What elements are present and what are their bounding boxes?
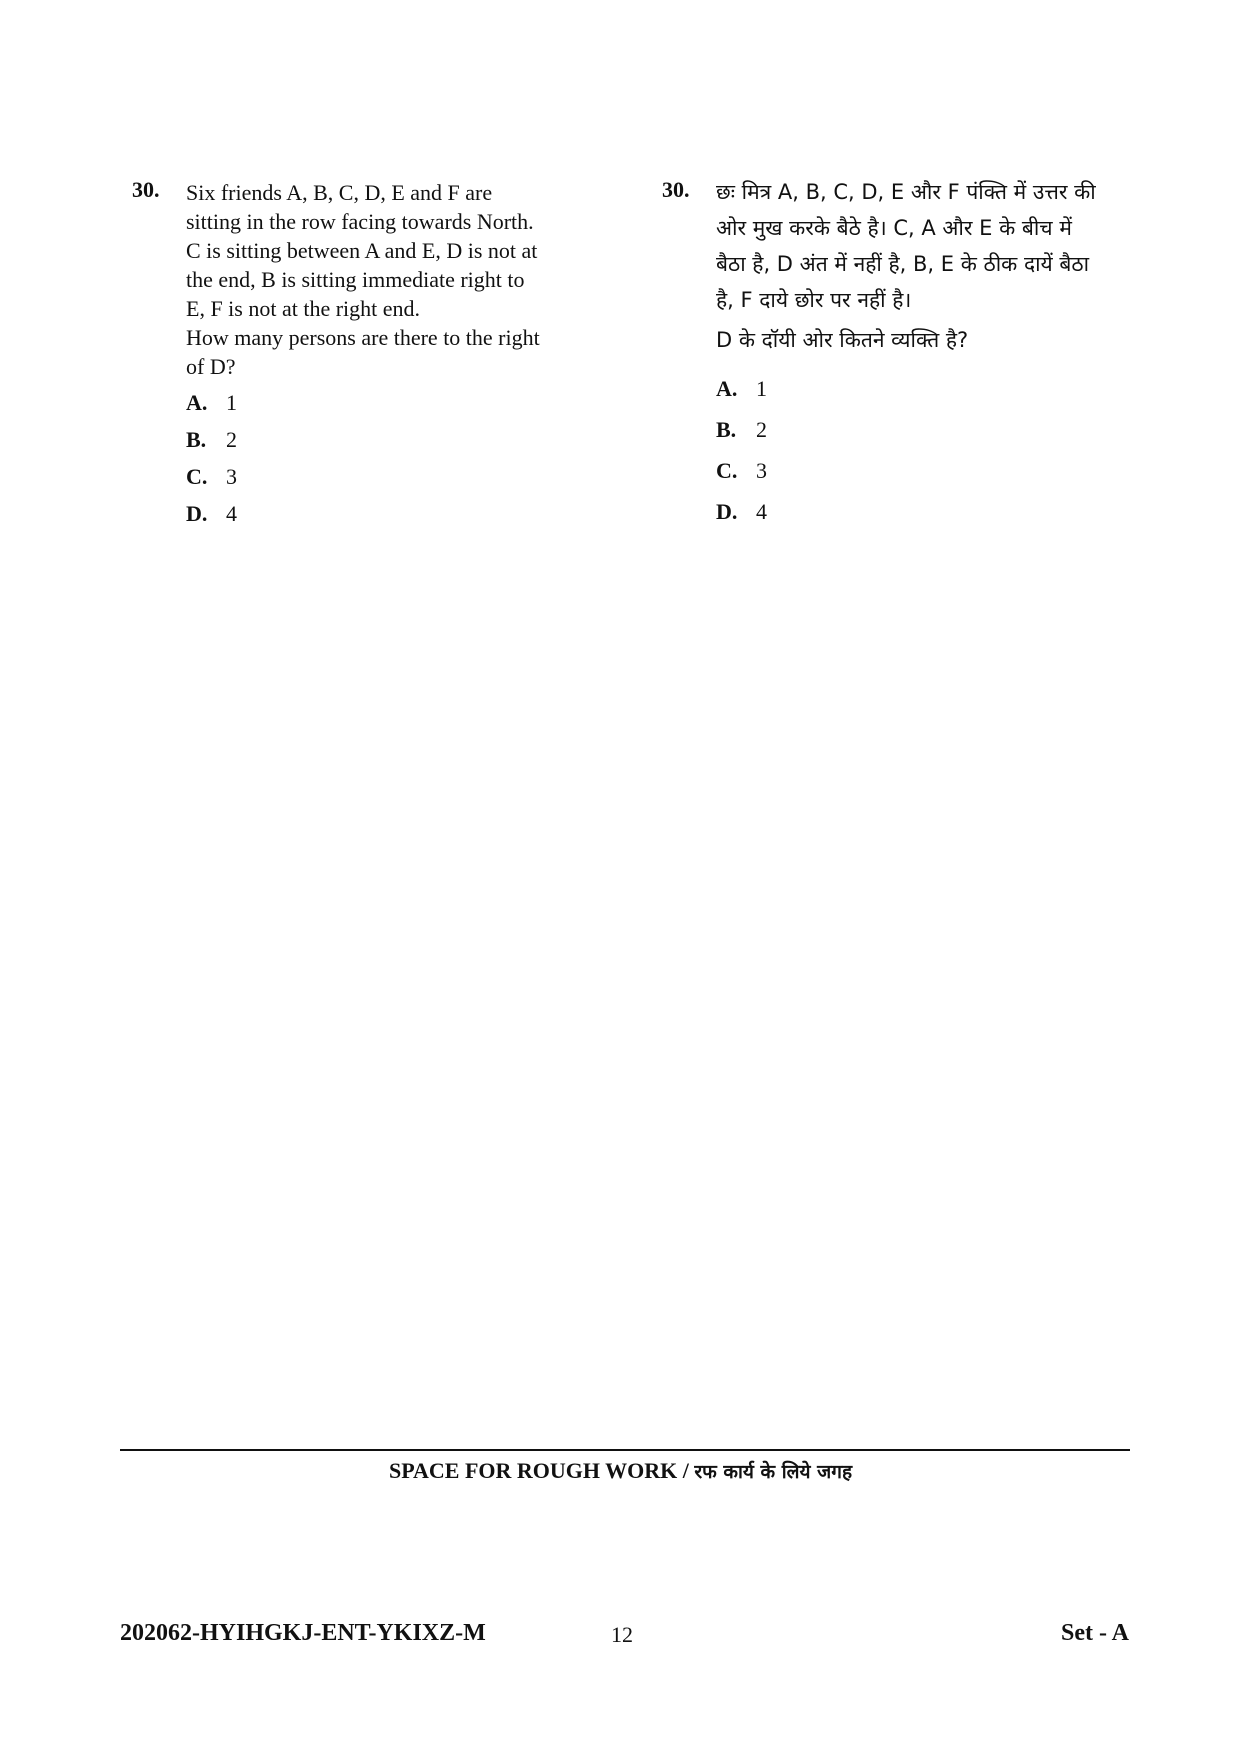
- question-line: ओर मुख करके बैठे है। C, A और E के बीच में: [716, 216, 1072, 240]
- question-line: Six friends A, B, C, D, E and F are: [186, 180, 493, 205]
- paper-code: 202062-HYIHGKJ-ENT-YKIXZ-M: [120, 1620, 486, 1646]
- option-a: A. 1: [186, 390, 237, 415]
- option-d: D. 4: [186, 501, 237, 526]
- option-c: C. 3: [716, 458, 767, 483]
- question-line: of D?: [186, 354, 236, 379]
- question-number-hindi: 30.: [662, 177, 690, 202]
- question-line: How many persons are there to the right: [186, 325, 540, 350]
- question-line: E, F is not at the right end.: [186, 296, 421, 321]
- question-line: है, F दाये छोर पर नहीं है।: [716, 288, 912, 312]
- page-number: 12: [611, 1622, 633, 1647]
- question-number-english: 30.: [132, 177, 160, 202]
- option-c: C. 3: [186, 464, 237, 489]
- question-line: D के दॉयी ओर कितने व्यक्ति है?: [716, 328, 969, 352]
- question-line: C is sitting between A and E, D is not at: [186, 238, 538, 263]
- question-line: the end, B is sitting immediate right to: [186, 267, 525, 292]
- rough-work-divider: [120, 1449, 1130, 1451]
- question-text-english: [186, 178, 616, 381]
- options-hindi: [716, 376, 767, 540]
- option-b: B. 2: [186, 427, 237, 452]
- question-text-hindi: [716, 174, 1156, 358]
- option-a: A. 1: [716, 376, 767, 401]
- rough-work-heading: SPACE FOR ROUGH WORK / रफ कार्य के लिये जगह: [388, 1458, 853, 1483]
- set-label: Set - A: [1061, 1620, 1129, 1646]
- option-b: B. 2: [716, 417, 767, 442]
- option-d: D. 4: [716, 499, 767, 524]
- question-line: छः मित्र A, B, C, D, E और F पंक्ति में उत्तर की: [716, 180, 1096, 204]
- question-line: sitting in the row facing towards North.: [186, 209, 534, 234]
- question-line: बैठा है, D अंत में नहीं है, B, E के ठीक दायें बैठा: [716, 252, 1090, 276]
- options-english: [186, 390, 237, 538]
